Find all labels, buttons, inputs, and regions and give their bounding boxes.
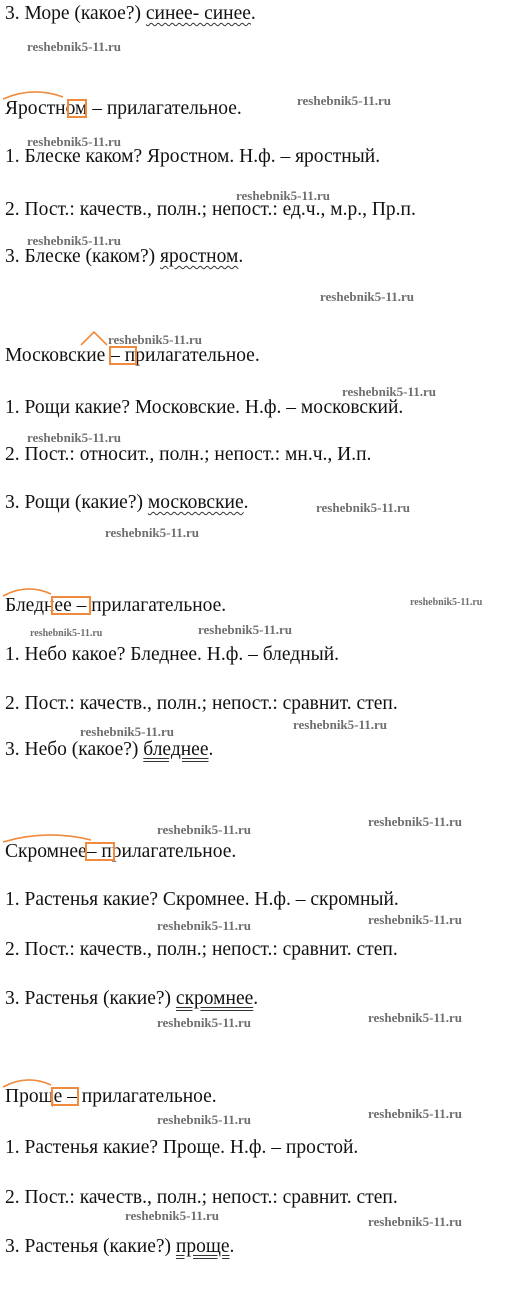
yarostnom-heading (5, 97, 242, 121)
head-rest: – прилагательное. (71, 595, 227, 616)
ending-box-icon (67, 99, 87, 118)
underlined-word: бледнее (143, 739, 209, 760)
morph-word (5, 594, 72, 618)
watermark: reshebnik5-11.ru (30, 628, 103, 639)
watermark: reshebnik5-11.ru (125, 1208, 220, 1223)
watermark: reshebnik5-11.ru (410, 597, 483, 608)
proshche-heading (5, 1085, 217, 1109)
watermark: reshebnik5-11.ru (236, 188, 331, 203)
head-word: Бледнее (5, 595, 72, 616)
moskovskie-line-2: 2. Пост.: относит., полн.; непост.: мн.ч., И.п. (5, 444, 372, 465)
head-word: Московские (5, 345, 106, 366)
line-prefix: 3. Рощи (какие?) (5, 492, 148, 513)
skromnee-line-3 (5, 987, 258, 1011)
moskovskie-line-3 (5, 491, 249, 515)
head-rest: – прилагательное. (87, 98, 242, 119)
suffix-caret-icon (79, 330, 109, 346)
watermark: reshebnik5-11.ru (108, 332, 203, 347)
head-rest: – прилагательное. (105, 345, 260, 366)
line-prefix: 3. Блеске (каком?) (5, 246, 161, 267)
ending-box-icon (109, 346, 137, 365)
underlined-word: московские (147, 492, 244, 513)
watermark: reshebnik5-11.ru (368, 1214, 463, 1229)
underlined-word: скромнее (175, 988, 254, 1009)
line-prefix: 3. Небо (какое?) (5, 739, 144, 760)
watermark: reshebnik5-11.ru (316, 500, 411, 515)
skromnee-heading (5, 840, 236, 864)
blednee-heading (5, 594, 226, 618)
skromnee-line-2: 2. Пост.: качеств., полн.; непост.: сравнит. степ. (5, 939, 398, 960)
skromnee-line-1: 1. Растенья какие? Скромнее. Н.ф. – скромный. (5, 889, 399, 910)
watermark: reshebnik5-11.ru (27, 134, 122, 149)
underlined-word: яростном (160, 246, 239, 267)
moskovskie-line-1: 1. Рощи какие? Московские. Н.ф. – московский. (5, 397, 404, 418)
yarostnom-line-1: 1. Блеске каком? Яростном. Н.ф. – яростный. (5, 146, 381, 167)
watermark: reshebnik5-11.ru (105, 525, 200, 540)
more-line-3 (5, 2, 256, 26)
root-arc-icon (1, 585, 53, 597)
line-suffix: . (238, 246, 244, 267)
root-arc-icon (1, 831, 93, 843)
morph-word (5, 344, 105, 368)
watermark: reshebnik5-11.ru (157, 1015, 252, 1030)
watermark: reshebnik5-11.ru (198, 622, 293, 637)
proshche-line-1: 1. Растенья какие? Проще. Н.ф. – простой. (5, 1137, 359, 1158)
underlined-word: проще (175, 1236, 230, 1257)
line-suffix: . (243, 492, 249, 513)
proshche-line-2: 2. Пост.: качеств., полн.; непост.: сравнит. степ. (5, 1187, 398, 1208)
morph-word (5, 840, 87, 864)
head-word: Скромнее (5, 841, 87, 862)
watermark: reshebnik5-11.ru (293, 717, 388, 732)
line-suffix: . (250, 3, 256, 24)
line-prefix: 3. Море (какое?) (5, 3, 146, 24)
blednee-line-2: 2. Пост.: качеств., полн.; непост.: сравнит. степ. (5, 693, 398, 714)
underlined-word: синее- синее (145, 3, 251, 24)
watermark: reshebnik5-11.ru (297, 93, 392, 108)
watermark: reshebnik5-11.ru (368, 1106, 463, 1121)
yarostnom-line-2: 2. Пост.: качеств., полн.; непост.: ед.ч., м.р., Пр.п. (5, 199, 416, 220)
head-word: Яростном (5, 98, 88, 119)
line-prefix: 3. Растенья (какие?) (5, 988, 176, 1009)
watermark: reshebnik5-11.ru (157, 822, 252, 837)
watermark: reshebnik5-11.ru (27, 233, 122, 248)
morph-word (5, 1085, 62, 1109)
morph-word (5, 97, 87, 121)
root-arc-icon (1, 1076, 53, 1088)
head-word: Проще (5, 1086, 63, 1107)
watermark: reshebnik5-11.ru (368, 814, 463, 829)
ending-box-icon (51, 1087, 79, 1106)
head-rest: – прилагательное. (62, 1086, 217, 1107)
watermark: reshebnik5-11.ru (320, 289, 415, 304)
line-suffix: . (208, 739, 214, 760)
watermark: reshebnik5-11.ru (368, 1010, 463, 1025)
ending-box-icon (85, 842, 115, 861)
watermark: reshebnik5-11.ru (157, 1112, 252, 1127)
watermark: reshebnik5-11.ru (27, 39, 122, 54)
watermark: reshebnik5-11.ru (342, 384, 437, 399)
watermark: reshebnik5-11.ru (80, 724, 175, 739)
head-rest: – прилагательное. (86, 841, 237, 862)
blednee-line-1: 1. Небо какое? Бледнее. Н.ф. – бледный. (5, 644, 340, 665)
line-suffix: . (229, 1236, 235, 1257)
proshche-line-3 (5, 1235, 234, 1259)
watermark: reshebnik5-11.ru (368, 912, 463, 927)
blednee-line-3 (5, 738, 213, 762)
line-prefix: 3. Растенья (какие?) (5, 1236, 176, 1257)
line-suffix: . (253, 988, 259, 1009)
watermark: reshebnik5-11.ru (27, 430, 122, 445)
watermark: reshebnik5-11.ru (157, 918, 252, 933)
ending-box-icon (51, 596, 91, 615)
root-arc-icon (1, 88, 65, 100)
